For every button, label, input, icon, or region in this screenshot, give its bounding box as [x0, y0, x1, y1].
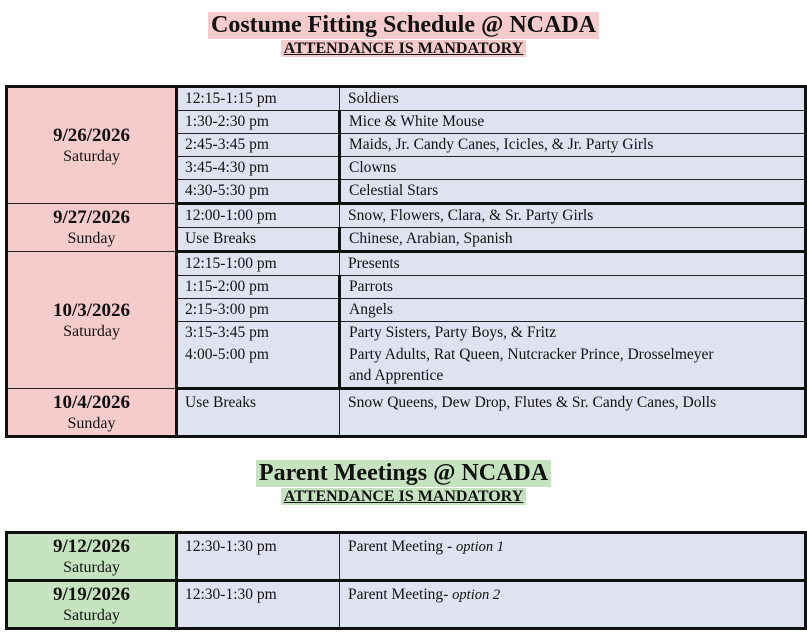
- time-cell: 1:15-2:00 pm: [177, 276, 340, 299]
- time-line: 3:15-3:45 pm: [185, 324, 269, 341]
- activity-line: and Apprentice: [349, 367, 444, 384]
- table-row: [7, 581, 806, 629]
- date-label: 9/19/2026: [52, 584, 131, 605]
- table-row: [7, 87, 806, 111]
- activity-line: Party Sisters, Party Boys, & Fritz: [349, 324, 557, 341]
- costume-attendance-notice: ATTENDANCE IS MANDATORY: [281, 40, 526, 57]
- day-label: Saturday: [63, 607, 120, 624]
- activity-cell: Snow, Flowers, Clara, & Sr. Party Girls: [340, 204, 806, 228]
- time-cell: 12:15-1:15 pm: [177, 87, 340, 111]
- time-line: 4:00-5:00 pm: [185, 345, 269, 363]
- activity-cell: [340, 581, 806, 629]
- option-label: option 1: [456, 539, 504, 555]
- time-cell: Use Breaks: [177, 228, 340, 252]
- parent-attendance-notice: ATTENDANCE IS MANDATORY: [281, 488, 526, 505]
- activity-text: Parent Meeting-: [348, 586, 453, 603]
- time-cell: 3:45-4:30 pm: [177, 157, 340, 180]
- time-cell: 1:30-2:30 pm: [177, 111, 340, 134]
- parent-meetings-title: Parent Meetings @ NCADA: [256, 460, 551, 487]
- activity-cell: Chinese, Arabian, Spanish: [340, 228, 806, 252]
- time-cell: 12:30-1:30 pm: [177, 533, 340, 581]
- activity-cell: Maids, Jr. Candy Canes, Icicles, & Jr. Party Girls: [340, 134, 806, 157]
- costume-schedule-table: [5, 85, 807, 438]
- table-row: [7, 389, 806, 437]
- table-row: [7, 204, 806, 228]
- table-row: [7, 252, 806, 276]
- time-cell: 4:30-5:30 pm: [177, 180, 340, 204]
- activity-cell: Mice & White Mouse: [340, 111, 806, 134]
- time-cell: 12:15-1:00 pm: [177, 252, 340, 276]
- activity-cell: Soldiers: [340, 87, 806, 111]
- date-cell: [7, 87, 177, 204]
- day-label: Saturday: [63, 559, 120, 576]
- activity-cell: Presents: [340, 252, 806, 276]
- time-cell: 2:45-3:45 pm: [177, 134, 340, 157]
- date-cell: [7, 252, 177, 389]
- activity-cell: Celestial Stars: [340, 180, 806, 204]
- parent-meetings-header: [0, 460, 807, 506]
- time-cell: Use Breaks: [177, 389, 340, 437]
- date-label: 9/26/2026: [52, 125, 131, 146]
- date-label: 9/12/2026: [52, 536, 131, 557]
- date-label: 10/4/2026: [52, 391, 131, 413]
- activity-cell: Angels: [340, 299, 806, 322]
- day-label: Sunday: [67, 230, 116, 247]
- activity-cell: Parrots: [340, 276, 806, 299]
- table-row: [7, 533, 806, 581]
- date-label: 9/27/2026: [52, 207, 131, 228]
- activity-cell: Snow Queens, Dew Drop, Flutes & Sr. Candy Canes, Dolls: [340, 389, 806, 437]
- day-label: Saturday: [63, 148, 120, 165]
- time-cell: [177, 322, 340, 389]
- option-label: option 2: [452, 587, 501, 603]
- date-cell: [7, 533, 177, 581]
- date-cell: [7, 204, 177, 252]
- activity-cell: Clowns: [340, 157, 806, 180]
- activity-cell: [340, 322, 806, 389]
- parent-meetings-table: [5, 531, 807, 630]
- activity-line: Party Adults, Rat Queen, Nutcracker Prince, Drosselmeyer: [349, 345, 714, 363]
- time-cell: 2:15-3:00 pm: [177, 299, 340, 322]
- costume-schedule-title: Costume Fitting Schedule @ NCADA: [208, 12, 599, 39]
- costume-schedule-header: [0, 12, 807, 58]
- date-label: 10/3/2026: [52, 299, 131, 321]
- date-cell: [7, 389, 177, 437]
- day-label: Saturday: [63, 322, 120, 340]
- date-cell: [7, 581, 177, 629]
- time-cell: 12:00-1:00 pm: [177, 204, 340, 228]
- activity-text: Parent Meeting -: [348, 538, 457, 555]
- time-cell: 12:30-1:30 pm: [177, 581, 340, 629]
- activity-cell: [340, 533, 806, 581]
- day-label: Sunday: [67, 414, 116, 432]
